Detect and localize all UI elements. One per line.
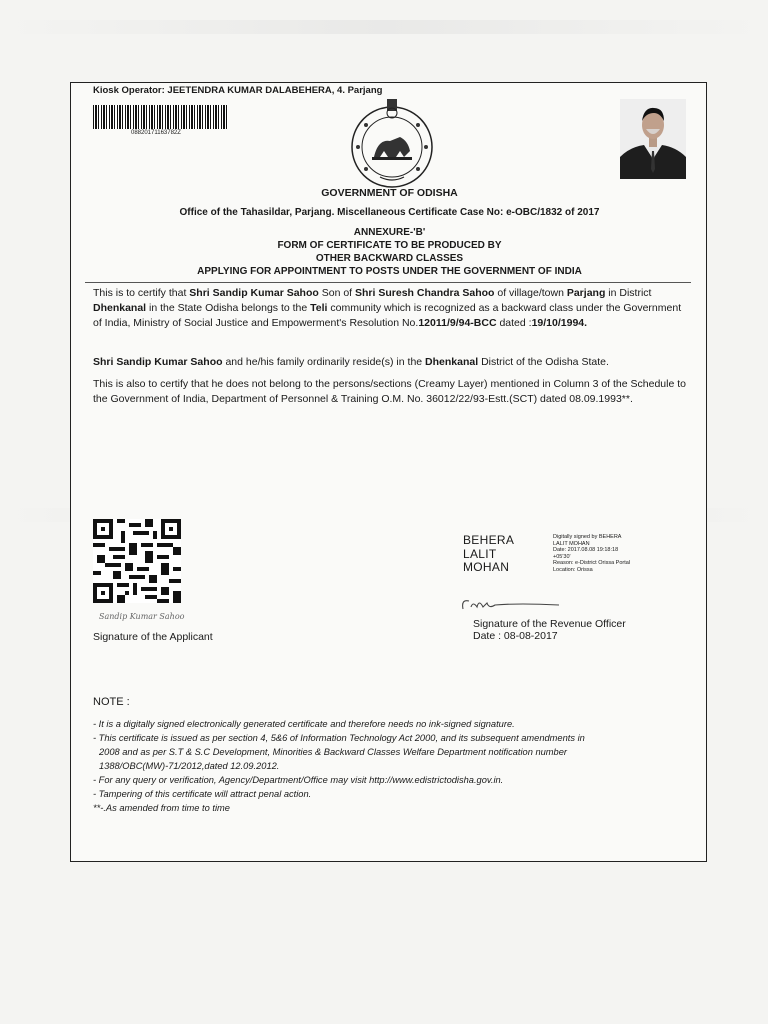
odisha-emblem-icon	[344, 95, 440, 191]
residence-paragraph: Shri Sandip Kumar Sahoo and he/his family ordinarily reside(s) in the Dhenkanal District of the Odisha State.	[93, 356, 609, 368]
applicant-photo	[620, 99, 686, 179]
form-title-line-3: APPLYING FOR APPOINTMENT TO POSTS UNDER THE GOVERNMENT OF INDIA	[197, 266, 582, 277]
applicant-signature: Sandip Kumar Sahoo	[99, 612, 185, 621]
note-item: - For any query or verification, Agency/Department/Office may visit http://www.edistrictodisha.gov.in.	[93, 775, 504, 785]
kiosk-operator: Kiosk Operator: JEETENDRA KUMAR DALABEHERA, 4. Parjang	[93, 85, 383, 96]
barcode	[93, 105, 228, 129]
applicant-signature-label: Signature of the Applicant	[93, 631, 213, 643]
form-title-line-1: FORM OF CERTIFICATE TO BE PRODUCED BY	[277, 240, 502, 251]
qr-code	[93, 519, 181, 603]
note-item: **-.As amended from time to time	[93, 803, 230, 813]
office-line: Office of the Tahasildar, Parjang. Miscellaneous Certificate Case No: e-OBC/1832 of 2017	[179, 207, 600, 218]
revenue-officer-date: Date : 08-08-2017	[473, 630, 558, 642]
note-item: - Tampering of this certificate will attract penal action.	[93, 789, 312, 799]
digital-signature-details: Digitally signed by BEHERA LALIT MOHAN Date: 2017.08.08 19:18:18 +05'30' Reason: e-District Orissa Portal Location: Orissa	[553, 534, 631, 573]
government-title: GOVERNMENT OF ODISHA	[321, 187, 458, 199]
digital-signer-name: BEHERA LALIT MOHAN	[463, 533, 515, 574]
note-heading: NOTE :	[93, 696, 130, 708]
notes-list: - It is a digitally signed electronically generated certificate and therefore needs no ink-signed signature. - This certificate is issued as per section 4, 5&6 of Information Technology Act 2000, and its subsequent amendments in 2008 and as per S.T & S.C Development, Minorities & Backward Classes Welfare Department notification number 1388/OBC(MW)-71/2012,dated 12.09.2012. - For any query or verification, Agency/Department/Office may visit http://www.edistrictodisha.gov.in. - Tampering of this certificate will attract penal action. **-.As amended from time to time	[93, 717, 693, 815]
certification-paragraph: This is to certify that Shri Sandip Kumar Sahoo Son of Shri Suresh Chandra Sahoo of village/town Parjang in District Dhenkanal in the State Odisha belongs to the Teli community which is recognized as a backward class under the Government of India, Ministry of Social Justice and Empowerment's Resolution No.12011/9/94-BCC dated :19/10/1994.	[93, 287, 682, 329]
form-title-line-2: OTHER BACKWARD CLASSES	[315, 253, 464, 264]
certificate-frame	[70, 82, 707, 862]
note-item: - This certificate is issued as per section 4, 5&6 of Information Technology Act 2000, and its subsequent amendments in	[93, 733, 585, 743]
father-name: Shri Suresh Chandra Sahoo	[355, 287, 495, 299]
scan-streak	[0, 20, 768, 34]
creamy-layer-paragraph: This is also to certify that he does not belong to the persons/sections (Creamy Layer) mentioned in Column 3 of the Schedule to the Government of India, Department of Personnel & Training O.M. No. 36012/22/93-Estt.(SCT) dated 08.09.1993**.	[93, 378, 686, 405]
applicant-name: Shri Sandip Kumar Sahoo	[189, 287, 319, 299]
note-item: - It is a digitally signed electronically generated certificate and therefore needs no ink-signed signature.	[93, 719, 515, 729]
community-name: Teli	[310, 302, 328, 314]
divider	[85, 282, 691, 283]
revenue-officer-signature	[459, 595, 569, 615]
annexure-label: ANNEXURE-'B'	[353, 227, 426, 238]
revenue-officer-block	[473, 618, 626, 642]
barcode-number: 08820171163782Z	[131, 130, 181, 136]
revenue-officer-label: Signature of the Revenue Officer	[473, 618, 626, 630]
